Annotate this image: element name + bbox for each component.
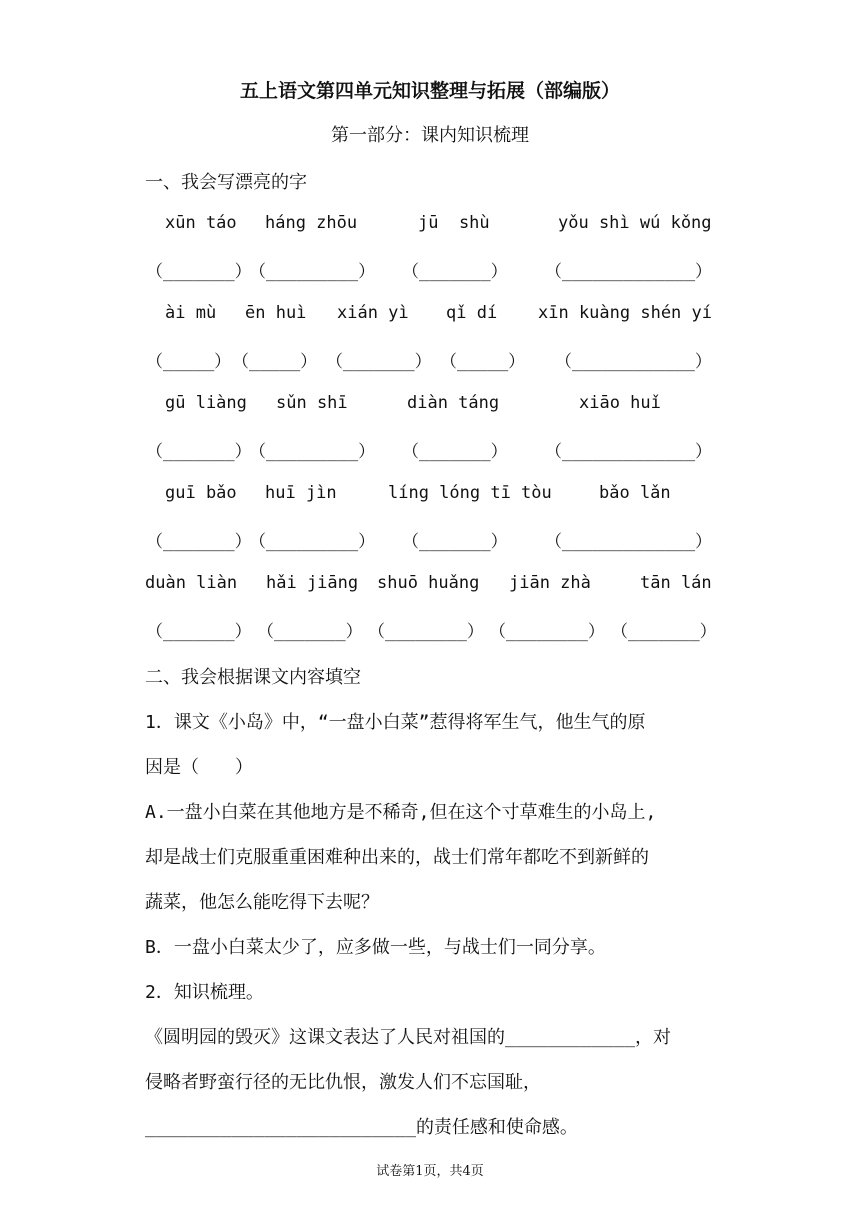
answer-blank[interactable]: （_____________）	[545, 442, 713, 462]
answer-blank[interactable]: （_____）	[440, 352, 526, 372]
section1-heading: 一、我会写漂亮的字	[145, 172, 307, 193]
answer-blank[interactable]: （_______）	[146, 442, 252, 462]
option-b: B．一盘小白菜太少了，应多做一些，与战士们一同分享。	[145, 937, 606, 958]
question2-line1	[145, 1023, 671, 1049]
pinyin-item: sǔn shī	[276, 393, 348, 413]
section2-heading: 二、我会根据课文内容填空	[145, 667, 361, 688]
pinyin-item: líng lóng tī tòu	[388, 483, 552, 503]
answer-blank[interactable]: （_______）	[257, 622, 363, 642]
pinyin-item: xiāo huǐ	[579, 393, 661, 413]
document-title: 五上语文第四单元知识整理与拓展（部编版）	[239, 80, 620, 102]
pinyin-item: huī jìn	[265, 483, 337, 503]
answer-blank[interactable]: （____________）	[555, 352, 712, 372]
pinyin-item: yǒu shì wú kǒng	[558, 213, 712, 233]
pinyin-item: gū liàng	[165, 393, 247, 413]
question2-line2: 侵略者野蛮行径的无比仇恨，激发人们不忘国耻，	[145, 1072, 541, 1093]
option-a-continued: 蔬菜，他怎么能吃得下去呢？	[145, 892, 379, 913]
answer-blank[interactable]: （_______）	[611, 622, 717, 642]
pinyin-item: duàn liàn	[145, 573, 238, 593]
pinyin-item: diàn táng	[407, 393, 500, 413]
answer-blank[interactable]: （_____________）	[545, 262, 713, 282]
option-a-continued: 却是战士们克服重重困难种出来的，战士们常年都吃不到新鲜的	[145, 847, 649, 868]
pinyin-item: háng zhōu	[265, 213, 358, 233]
answer-blank[interactable]: （_________）	[249, 442, 376, 462]
pinyin-item: qǐ dí	[446, 303, 498, 323]
pinyin-item: jū shù	[418, 213, 490, 233]
pinyin-item: bǎo lǎn	[599, 483, 671, 503]
answer-blank[interactable]: （_______）	[146, 622, 252, 642]
pinyin-item: guī bǎo	[165, 483, 237, 503]
question2-text: 的责任感和使命感。	[415, 1117, 578, 1138]
page-footer: 试卷第1页，共4页	[376, 1164, 484, 1179]
question2-text: ，对	[635, 1027, 672, 1048]
answer-blank[interactable]: （_________）	[249, 532, 376, 552]
fill-blank[interactable]: _________________________	[145, 1117, 416, 1138]
question1-stem: 1．课文《小岛》中，“一盘小白菜”惹得将军生气，他生气的原	[145, 712, 646, 733]
answer-blank[interactable]: （_______）	[146, 532, 252, 552]
answer-blank[interactable]: （_______）	[326, 352, 432, 372]
answer-blank[interactable]: （_______）	[402, 442, 508, 462]
pinyin-item: xīn kuàng shén yí	[538, 303, 712, 323]
answer-blank[interactable]: （_____________）	[545, 532, 713, 552]
pinyin-item: hǎi jiāng	[266, 573, 359, 593]
answer-blank[interactable]: （_____）	[232, 352, 318, 372]
fill-blank[interactable]: ____________	[505, 1027, 636, 1048]
part-subtitle: 第一部分：课内知识梳理	[331, 125, 529, 146]
question2-line3	[145, 1113, 578, 1139]
answer-blank[interactable]: （_____）	[146, 352, 232, 372]
pinyin-item: shuō huǎng	[377, 573, 480, 593]
question2-text: 《圆明园的毁灭》这课文表达了人民对祖国的	[145, 1027, 505, 1048]
pinyin-item: tān lán	[640, 573, 712, 593]
answer-blank[interactable]: （_______）	[402, 532, 508, 552]
answer-blank[interactable]: （_______）	[402, 262, 508, 282]
answer-blank[interactable]: （_________）	[249, 262, 376, 282]
answer-blank[interactable]: （________）	[489, 622, 605, 642]
option-a: A.一盘小白菜在其他地方是不稀奇,但在这个寸草难生的小岛上,	[145, 802, 657, 823]
pinyin-item: ēn huì	[245, 303, 307, 323]
question2-stem: 2．知识梳理。	[145, 982, 264, 1003]
pinyin-item: xián yì	[337, 303, 409, 323]
answer-blank[interactable]: （_______）	[146, 262, 252, 282]
pinyin-item: xūn táo	[165, 213, 237, 233]
answer-blank[interactable]: （________）	[368, 622, 484, 642]
pinyin-item: ài mù	[165, 303, 217, 323]
pinyin-item: jiān zhà	[509, 573, 591, 593]
question1-stem-continued: 因是（ ）	[145, 757, 253, 778]
